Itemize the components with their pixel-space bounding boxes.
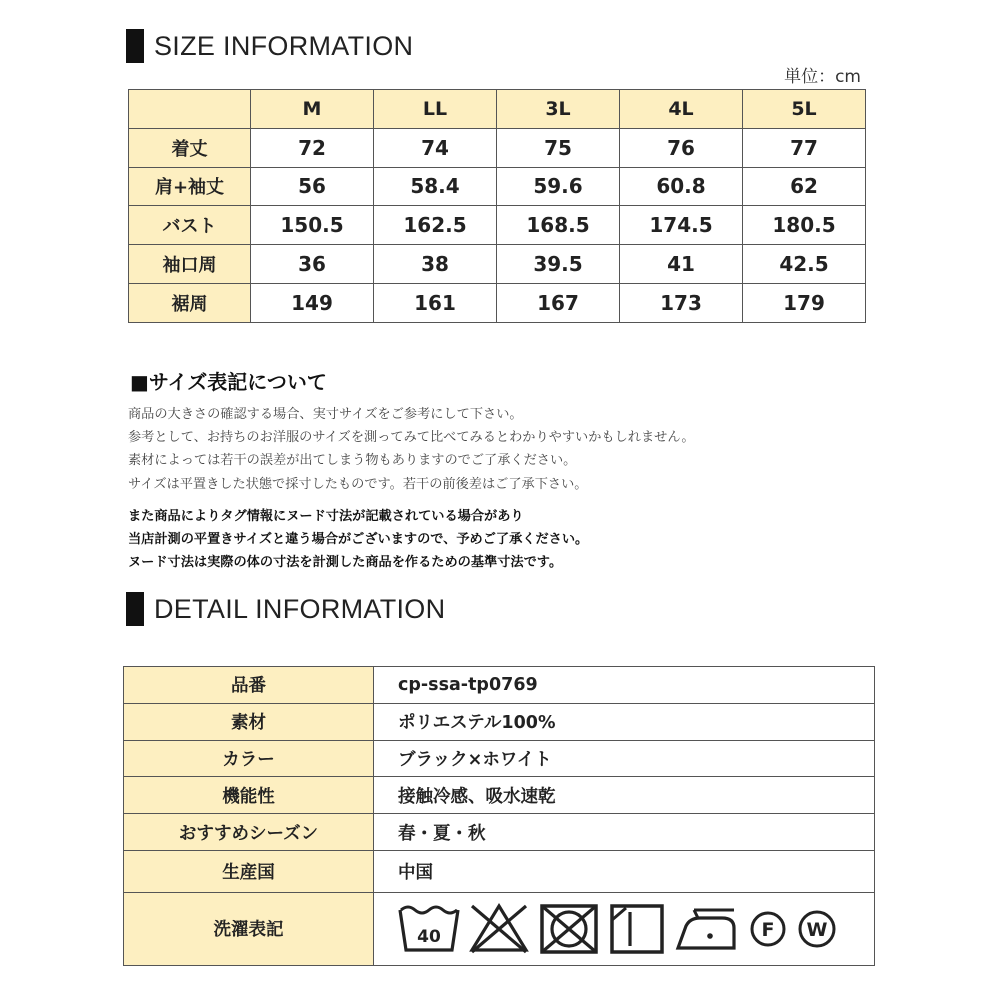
line-dry-icon — [608, 902, 666, 956]
size-cell: 161 — [374, 283, 497, 322]
heading-bar — [126, 29, 144, 63]
detail-section-title: DETAIL INFORMATION — [154, 593, 446, 624]
size-col-header: LL — [374, 90, 497, 129]
size-cell: 180.5 — [743, 206, 866, 245]
note-line: 素材によっては若干の誤差が出てしまう物もありますのでご了承ください。 — [128, 453, 577, 469]
size-header-row — [129, 90, 866, 129]
size-col-header: M — [251, 90, 374, 129]
size-col-header: 4L — [620, 90, 743, 129]
size-cell: 39.5 — [497, 245, 620, 284]
unit-label: 単位：cm — [784, 67, 861, 87]
size-cell: 41 — [620, 245, 743, 284]
note-line: サイズは平置きした状態で採寸したものです。若干の前後差はご了承下さい。 — [128, 476, 588, 492]
no-bleach-icon — [468, 902, 530, 956]
detail-value: cp-ssa-tp0769 — [374, 667, 875, 704]
detail-table — [123, 666, 875, 966]
table-row — [124, 740, 875, 777]
dry-clean-letter: F — [761, 918, 775, 941]
table-row — [124, 777, 875, 814]
row-label: 肩+袖丈 — [129, 167, 251, 206]
detail-label: 生産国 — [124, 850, 374, 892]
heading-bar — [126, 592, 144, 626]
care-icons — [398, 902, 874, 956]
note-bold-line: 当店計測の平置きサイズと違う場合がございますので、予めご了承ください。 — [128, 532, 589, 548]
size-cell: 42.5 — [743, 245, 866, 284]
size-cell: 62 — [743, 167, 866, 206]
size-cell: 60.8 — [620, 167, 743, 206]
detail-label: 品番 — [124, 667, 374, 704]
row-label: 袖口周 — [129, 245, 251, 284]
size-cell: 149 — [251, 283, 374, 322]
detail-value: 接触冷感、吸水速乾 — [374, 777, 875, 814]
table-row — [129, 245, 866, 284]
table-row — [129, 128, 866, 167]
row-label: バスト — [129, 206, 251, 245]
size-cell: 162.5 — [374, 206, 497, 245]
notes-title: ■サイズ表記について — [130, 370, 327, 394]
size-section-heading — [126, 29, 413, 63]
notes-text — [128, 403, 695, 496]
detail-label: 機能性 — [124, 777, 374, 814]
detail-value: ブラック×ホワイト — [374, 740, 875, 777]
size-cell: 150.5 — [251, 206, 374, 245]
table-row — [124, 814, 875, 851]
table-row — [129, 283, 866, 322]
wet-clean-letter: W — [806, 918, 828, 941]
size-col-header: 5L — [743, 90, 866, 129]
size-cell: 59.6 — [497, 167, 620, 206]
no-tumble-dry-icon — [538, 902, 600, 956]
row-label: 着丈 — [129, 128, 251, 167]
size-cell: 179 — [743, 283, 866, 322]
detail-label: 洗濯表記 — [124, 892, 374, 965]
size-section-title: SIZE INFORMATION — [154, 30, 414, 61]
iron-low-icon — [674, 902, 740, 956]
wash-tub-40-icon — [398, 902, 460, 956]
size-col-header: 3L — [497, 90, 620, 129]
size-cell: 36 — [251, 245, 374, 284]
size-cell: 174.5 — [620, 206, 743, 245]
note-line: 商品の大きさの確認する場合、実寸サイズをご参考にして下さい。 — [128, 407, 523, 422]
size-cell: 167 — [497, 283, 620, 322]
size-cell: 173 — [620, 283, 743, 322]
row-label: 裾周 — [129, 283, 251, 322]
detail-value: 中国 — [374, 850, 875, 892]
detail-value: 春・夏・秋 — [374, 814, 875, 851]
size-cell: 56 — [251, 167, 374, 206]
corner-cell — [129, 90, 251, 129]
detail-label: おすすめシーズン — [124, 814, 374, 851]
notes-bold-text — [128, 505, 588, 575]
table-row — [124, 892, 875, 965]
table-row — [124, 703, 875, 740]
size-cell: 75 — [497, 128, 620, 167]
detail-label: カラー — [124, 740, 374, 777]
size-cell: 72 — [251, 128, 374, 167]
detail-value: ポリエステル100% — [374, 703, 875, 740]
note-bold-line: ヌード寸法は実際の体の寸法を計測した商品を作るための基準寸法です。 — [128, 555, 563, 571]
size-table — [128, 89, 866, 323]
size-cell: 168.5 — [497, 206, 620, 245]
note-bold-line: また商品によりタグ情報にヌード寸法が記載されている場合があり — [128, 509, 524, 524]
detail-section-heading — [126, 592, 445, 626]
table-row — [124, 850, 875, 892]
size-cell: 38 — [374, 245, 497, 284]
table-row — [124, 667, 875, 704]
size-cell: 77 — [743, 128, 866, 167]
size-cell: 74 — [374, 128, 497, 167]
wet-clean-w-icon — [796, 902, 838, 956]
dry-clean-f-icon — [748, 902, 788, 956]
note-line: 参考として、お持ちのお洋服のサイズを測ってみて比べてみるとわかりやすいかもしれません。 — [128, 430, 695, 446]
table-row — [129, 167, 866, 206]
table-row — [129, 206, 866, 245]
size-cell: 58.4 — [374, 167, 497, 206]
detail-label: 素材 — [124, 703, 374, 740]
wash-temp-text: 40 — [417, 926, 441, 947]
care-icons-cell — [374, 892, 875, 965]
size-cell: 76 — [620, 128, 743, 167]
